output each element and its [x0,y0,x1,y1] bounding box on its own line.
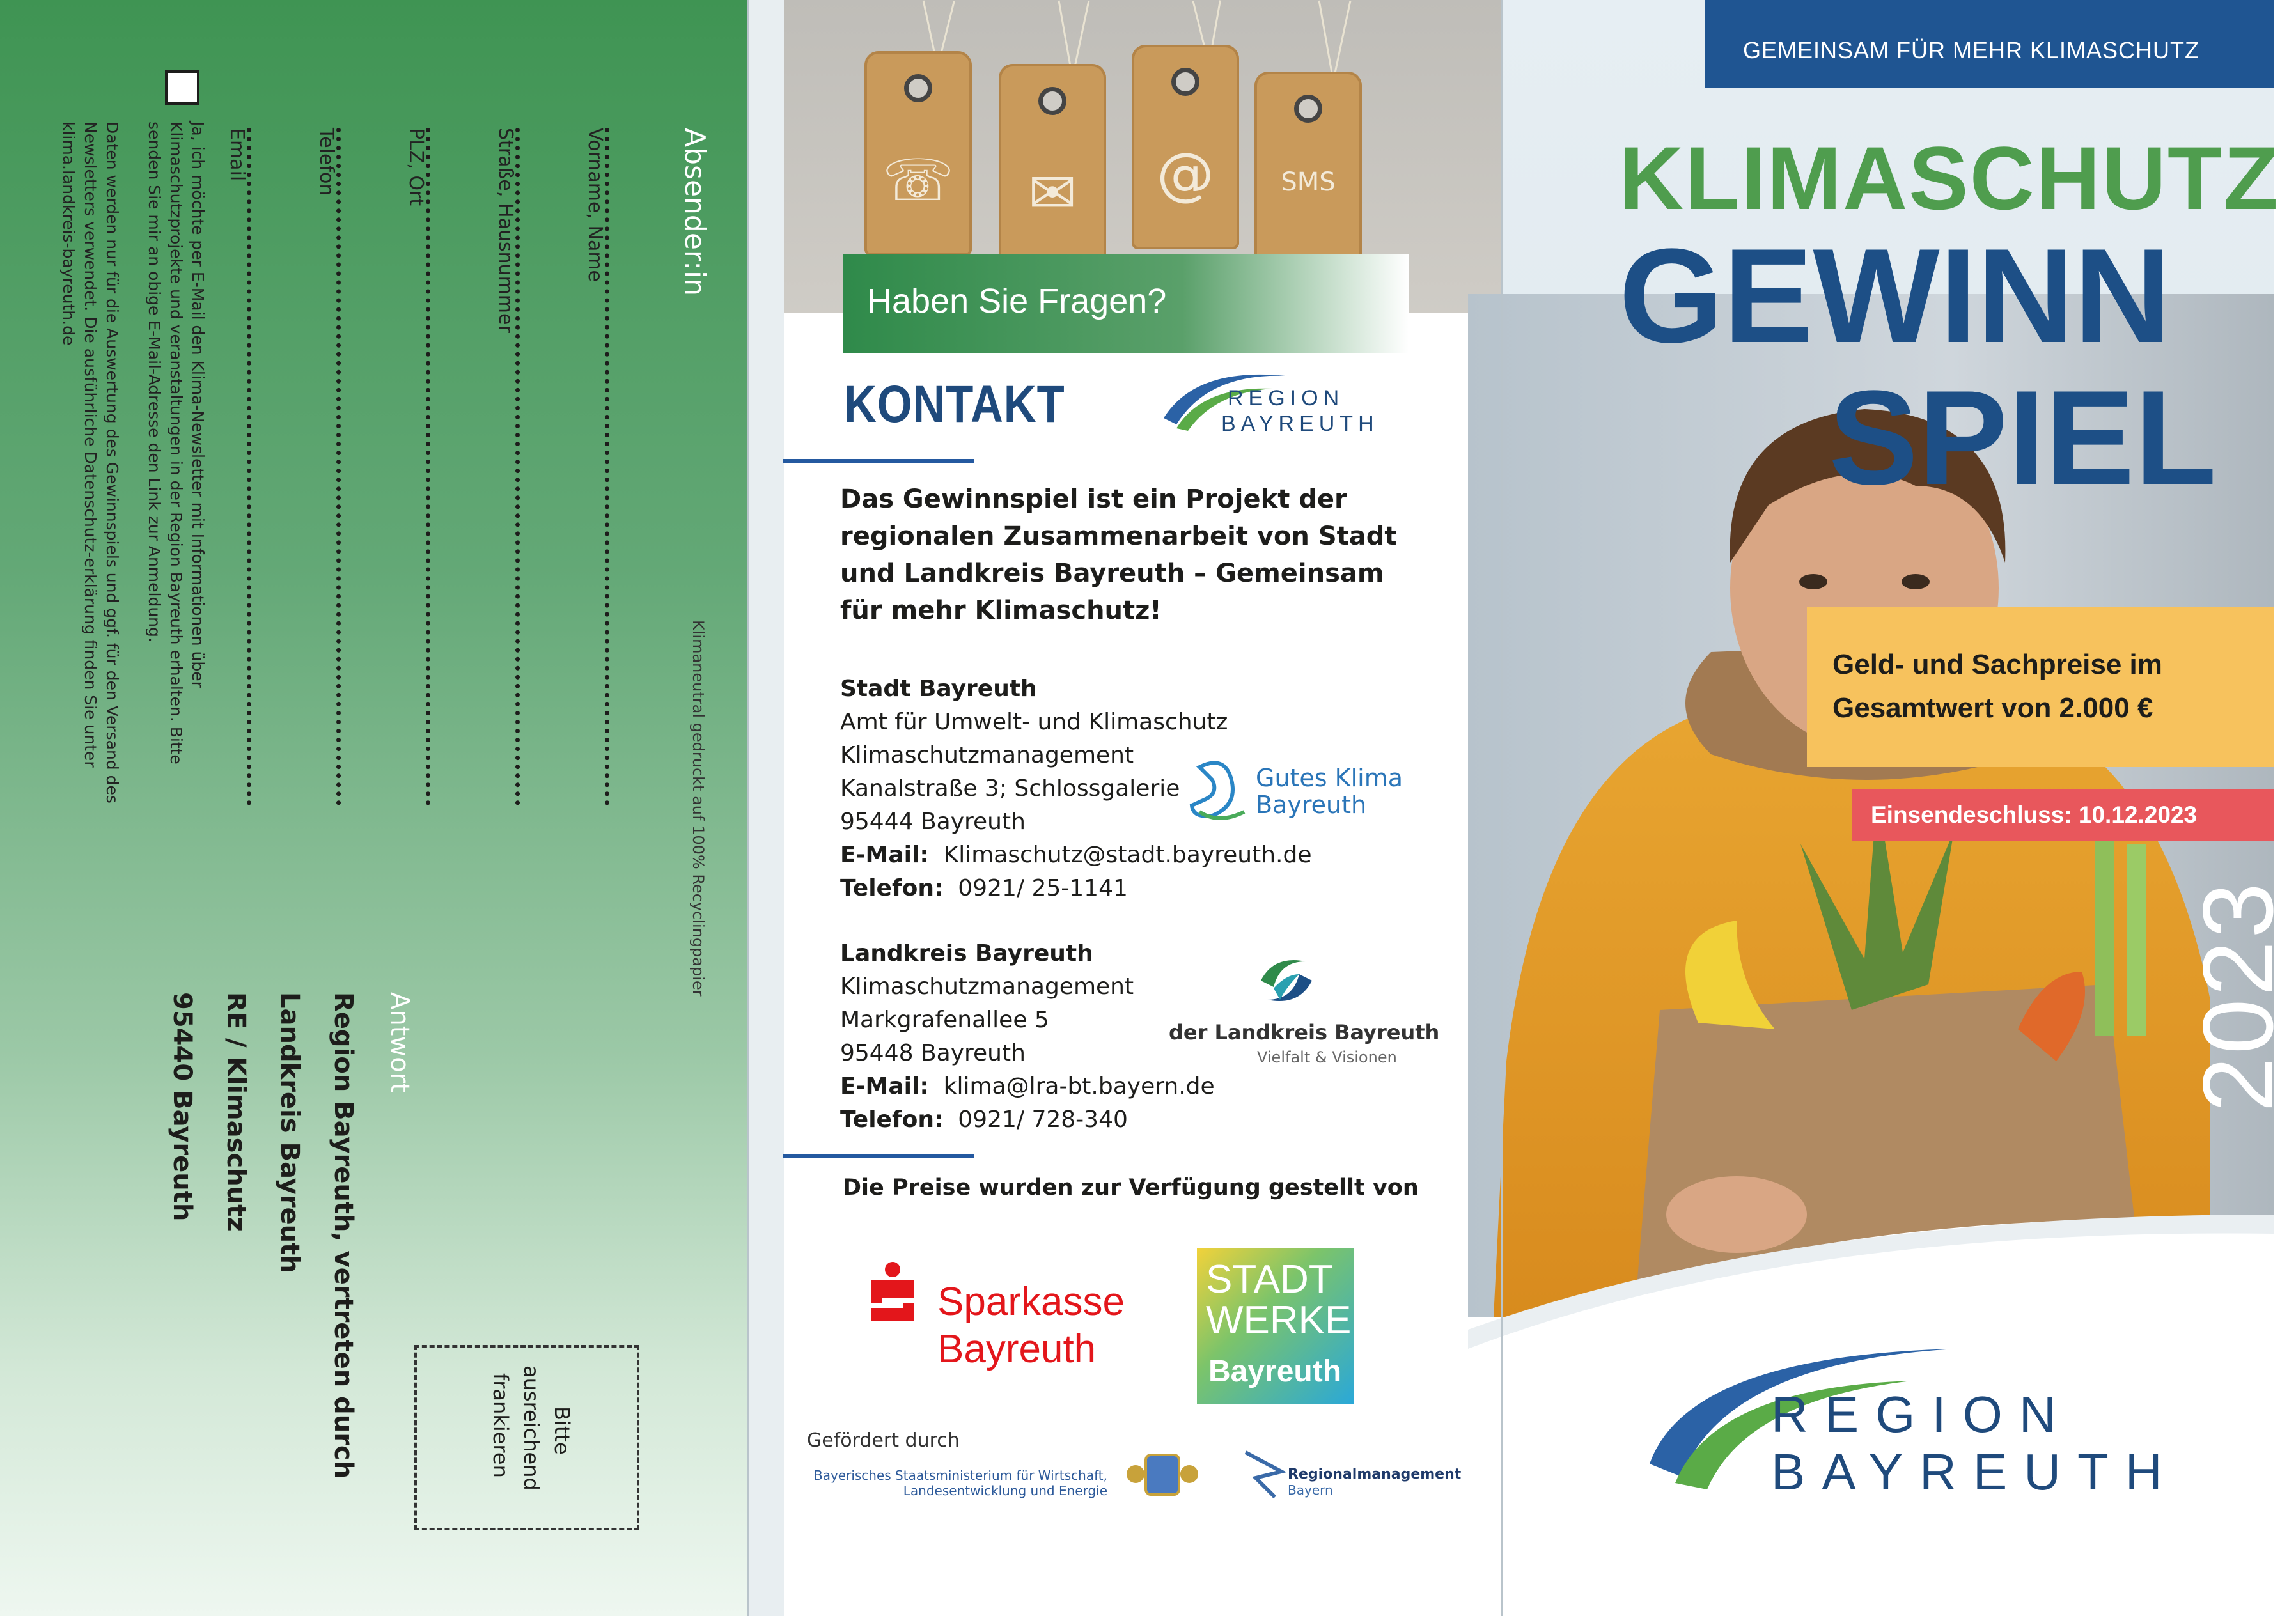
stadt-line-3: Kanalstraße 3; Schlossgalerie [840,775,1180,802]
phone-tag [864,51,972,256]
topbar-text: GEMEINSAM FÜR MEHR KLIMASCHUTZ [1743,37,2200,63]
stadt-email-label: E-Mail: [840,842,929,868]
stadt-email-link[interactable]: Klimaschutz@stadt.bayreuth.de [943,842,1312,868]
landkreis-logo-name: der Landkreis Bayreuth [1169,1020,1440,1045]
gutes-klima-line2: Bayreuth [1256,791,1367,819]
deadline-badge [1852,789,2274,841]
sms-tag [1254,72,1362,276]
prize-text [1832,643,2162,730]
title-gewinn: GEWINN [1619,221,2171,371]
regionalmanagement-sub: Bayern [1288,1482,1333,1498]
divider-top [783,459,974,463]
fold-line-2 [1501,0,1503,1616]
privacy-block [58,121,123,818]
newsletter-block [143,121,208,818]
regionalmanagement-icon [1243,1446,1288,1503]
newsletter-text: Ja, ich möchte per E-Mail den Klima-Newsletter mit Informationen über Klimaschutzprojekte und veranstaltungen in der Region Bayreuth erhalten. Bitte senden Sie mir an obige E-Mail-Adresse den Link zur Anmeldung. [145,121,207,765]
stadt-phone-link[interactable]: 0921/ 25-1141 [958,875,1128,901]
field-line-telefon[interactable] [336,128,341,805]
stamp-text-3: frankieren [488,1373,513,1478]
stadtwerke-line2: WERKE [1206,1298,1352,1342]
stadtwerke-logo [1197,1248,1354,1404]
address-line-4: 95440 Bayreuth [168,992,197,1222]
sparkasse-line1: Sparkasse [937,1280,1125,1324]
field-label-plz: PLZ, Ort [405,128,427,206]
stadt-line-1: Amt für Umwelt- und Klimaschutz [840,709,1228,735]
prize-box [1807,607,2274,767]
fragen-label: Haben Sie Fragen? [867,282,1167,320]
intro-text: Das Gewinnspiel ist ein Projekt der regionalen Zusammenarbeit von Stadt und Landkreis Bayreuth – Gemeinsam für mehr Klimaschutz! [840,485,1397,625]
sparkasse-s-icon [867,1261,918,1322]
address-line-1: Region Bayreuth, vertreten durch [329,992,358,1479]
logo-small-line2: BAYREUTH [1221,412,1379,436]
logo-small-line1: REGION [1228,386,1345,410]
landkreis-phone-link[interactable]: 0921/ 728-340 [958,1107,1128,1133]
deadline-text: Einsendeschluss: 10.12.2023 [1871,802,2198,828]
landkreis-line-2: Markgrafenallee 5 [840,1007,1049,1033]
fold-line-1 [747,0,749,1616]
fragen-banner [843,254,1409,353]
sms-icon: SMS [1281,167,1336,197]
at-tag [1132,45,1239,249]
cover-topbar [1705,0,2274,88]
kontakt-heading: KONTAKT [844,375,1065,433]
address-line-3: RE / Klimaschutz [221,992,251,1232]
region-bayreuth-logo-large [1637,1336,2179,1502]
title-spiel: SPIEL [1829,362,2217,513]
stadt-line-4: 95444 Bayreuth [840,809,1026,835]
field-label-street: Straße, Hausnummer [494,128,517,333]
address-line-2: Landkreis Bayreuth [275,992,304,1273]
large-logo-line2: BAYREUTH [1771,1443,2179,1500]
landkreis-line-1: Klimaschutzmanagement [840,974,1134,1000]
field-label-name: Vorname, Name [584,128,606,283]
field-label-email: Email [226,128,248,182]
field-line-email[interactable] [247,128,251,805]
field-line-plz[interactable] [426,128,430,805]
recycling-note: Klimaneutral gedruckt auf 100% Recyclingpapier [689,620,707,997]
large-logo-line1: REGION [1771,1386,2073,1443]
ministry-text: Bayerisches Staatsministerium für Wirtschaft, Landesentwicklung und Energie [813,1468,1107,1498]
stadt-line-2: Klimaschutzmanagement [840,742,1134,768]
region-bayreuth-logo-small [1157,367,1387,450]
landkreis-contact [840,937,1215,1137]
title-klimaschutz: KLIMASCHUTZ [1619,128,2279,228]
landkreis-name: Landkreis Bayreuth [840,940,1093,967]
stamp-text-1: Bitte [550,1406,574,1455]
field-line-name[interactable] [605,128,609,805]
antwort-label: Antwort [385,992,414,1093]
divider-bottom [783,1154,974,1158]
gutes-klima-line1: Gutes Klima [1256,764,1403,792]
prize-line1: Geld- und Sachpreise im [1832,649,2162,680]
landkreis-logo-tagline: Vielfalt & Visionen [1257,1048,1397,1066]
gutes-klima-icon [1187,754,1257,825]
at-icon: @ [1157,141,1214,208]
regionalmanagement-logo [1288,1466,1461,1498]
stadtwerke-line3: Bayreuth [1208,1355,1342,1388]
stadtwerke-line1: STADT [1206,1257,1333,1301]
landkreis-phone-label: Telefon: [840,1107,944,1133]
bavarian-coat-of-arms-icon [1124,1449,1201,1500]
landkreis-email-link[interactable]: klima@lra-bt.bayern.de [943,1073,1215,1099]
newsletter-checkbox[interactable] [165,70,199,105]
landkreis-line-3: 95448 Bayreuth [840,1040,1026,1066]
mail-tag [999,64,1106,268]
sparkasse-line2: Bayreuth [937,1327,1097,1371]
stadt-name: Stadt Bayreuth [840,676,1037,702]
field-line-street[interactable] [515,128,520,805]
privacy-text: Daten werden nur für die Auswertung des Gewinnspiels und ggf. für den Versand des Newsletters verwendet. Die ausführliche Datenschutz-erklärung finden Sie unter klima.landkreis-bayreuth.de [59,121,121,804]
landkreis-emblem-icon [1254,949,1318,1013]
field-label-telefon: Telefon [315,128,338,196]
landkreis-email-label: E-Mail: [840,1073,929,1099]
year-label: 2023 [2183,880,2294,1112]
stamp-text-2: ausreichend [519,1365,543,1491]
sponsor-heading: Die Preise wurden zur Verfügung gestellt von [843,1175,1419,1200]
absender-heading: Absender:in [678,128,711,297]
stadt-phone-label: Telefon: [840,875,944,901]
prize-line2: Gesamtwert von 2.000 € [1832,692,2153,724]
gefoerdert-label: Gefördert durch [807,1429,960,1452]
regionalmanagement-name: Regionalmanagement [1288,1466,1462,1482]
gutes-klima-logo [1256,765,1403,818]
sparkasse-logo [937,1278,1125,1373]
mail-icon: ✉ [1028,160,1077,227]
phone-icon: ☏ [882,147,955,214]
